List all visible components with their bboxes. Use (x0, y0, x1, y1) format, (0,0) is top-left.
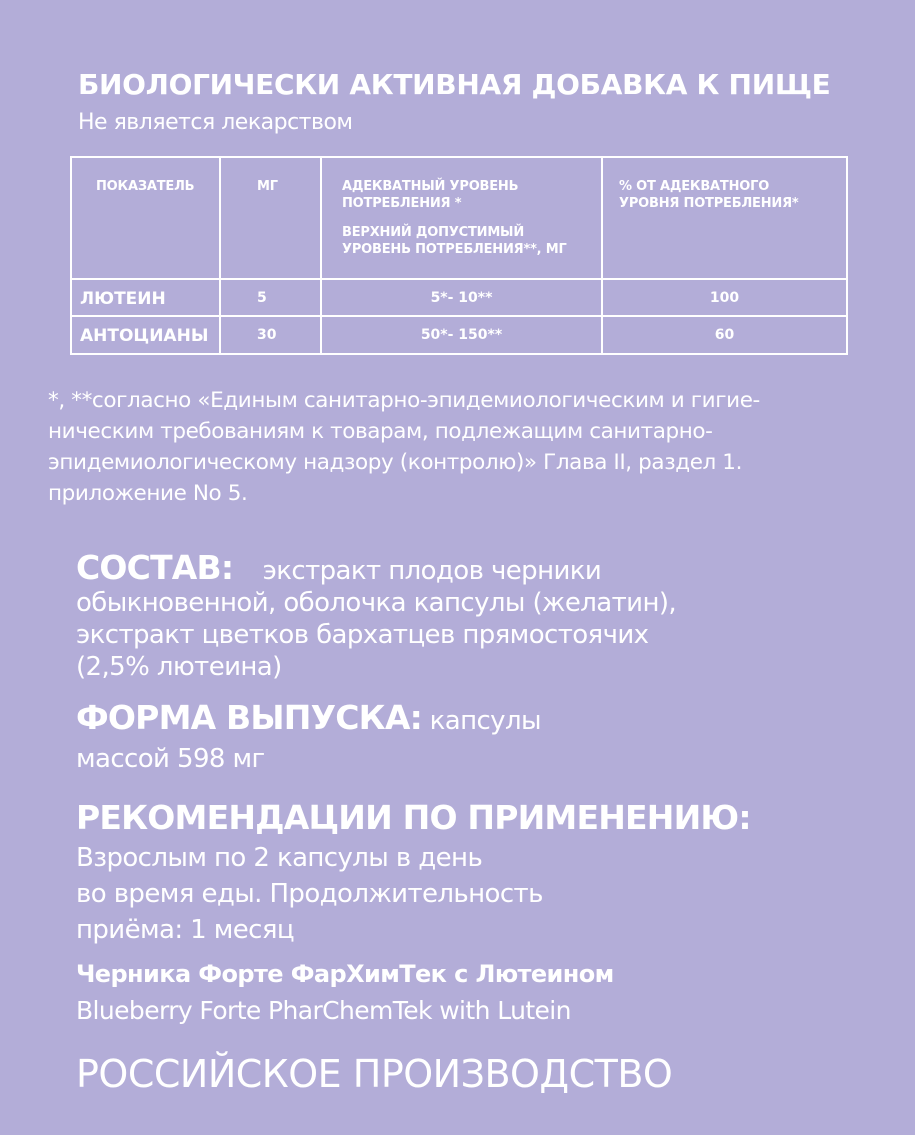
header-cell-indicator (71, 157, 220, 279)
table-row (71, 316, 847, 354)
form-text: капсулы (429, 706, 541, 736)
footnote-line: ническим требованиям к товарам, подлежащим санитарно- (48, 419, 713, 444)
footnote-line: *, **согласно «Единым санитарно-эпидемиологическим и гигие- (48, 388, 760, 413)
composition-text: (2,5% лютеина) (76, 652, 282, 682)
form-section (76, 698, 896, 775)
recommendations-line: приёма: 1 месяц (76, 915, 295, 945)
recommendations-line: во время еды. Продолжительность (76, 879, 543, 909)
recommendations-line: Взрослым по 2 капсулы в день (76, 843, 483, 873)
header-cell-percent (602, 157, 847, 279)
page-subtitle: Не является лекарством (78, 110, 353, 135)
footnote-line: эпидемиологическому надзору (контролю)» Глава II, раздел 1. (48, 450, 743, 475)
nutrition-table (70, 156, 848, 355)
product-name-en: Blueberry Forte PharChemTek with Lutein (76, 996, 571, 1025)
header-cell-levels (321, 157, 602, 279)
row-mg: 5 (220, 279, 321, 316)
header-indicator: ПОКАЗАТЕЛЬ (96, 179, 195, 194)
composition-label: СОСТАВ: (76, 548, 234, 587)
table-row (71, 279, 847, 316)
table-header-row (71, 157, 847, 279)
product-name-ru: Черника Форте ФарХимТек с Лютеином (76, 960, 614, 988)
recommendations-label: РЕКОМЕНДАЦИИ ПО ПРИМЕНЕНИЮ: (76, 798, 751, 837)
form-text: массой 598 мг (76, 744, 265, 774)
row-percent: 100 (602, 279, 847, 316)
composition-text: экстракт плодов черники (262, 556, 602, 586)
page-title: БИОЛОГИЧЕСКИ АКТИВНАЯ ДОБАВКА К ПИЩЕ (78, 68, 831, 101)
header-percent-1: % ОТ АДЕКВАТНОГО (619, 179, 770, 194)
composition-text: обыкновенной, оболочка капсулы (желатин), (76, 588, 677, 618)
header-cell-mg (220, 157, 321, 279)
header-upper-2: УРОВЕНЬ ПОТРЕБЛЕНИЯ**, МГ (342, 242, 567, 257)
row-name: АНТОЦИАНЫ (71, 316, 220, 354)
header-upper-1: ВЕРХНИЙ ДОПУСТИМЫЙ (342, 225, 525, 240)
footnote-line: приложение No 5. (48, 481, 248, 506)
header-percent-2: УРОВНЯ ПОТРЕБЛЕНИЯ* (619, 196, 799, 211)
row-level: 5*- 10** (321, 279, 602, 316)
header-mg: МГ (257, 179, 278, 194)
row-level: 50*- 150** (321, 316, 602, 354)
origin-label: РОССИЙСКОЕ ПРОИЗВОДСТВО (76, 1052, 673, 1096)
row-mg: 30 (220, 316, 321, 354)
composition-text: экстракт цветков бархатцев прямостоячих (76, 620, 649, 650)
header-adequate-1: АДЕКВАТНЫЙ УРОВЕНЬ (342, 179, 519, 194)
row-percent: 60 (602, 316, 847, 354)
recommendations-text (76, 840, 543, 948)
composition-section (76, 548, 896, 683)
footnote (48, 385, 898, 509)
header-adequate-2: ПОТРЕБЛЕНИЯ * (342, 196, 462, 211)
row-name: ЛЮТЕИН (71, 279, 220, 316)
form-label: ФОРМА ВЫПУСКА: (76, 698, 422, 737)
